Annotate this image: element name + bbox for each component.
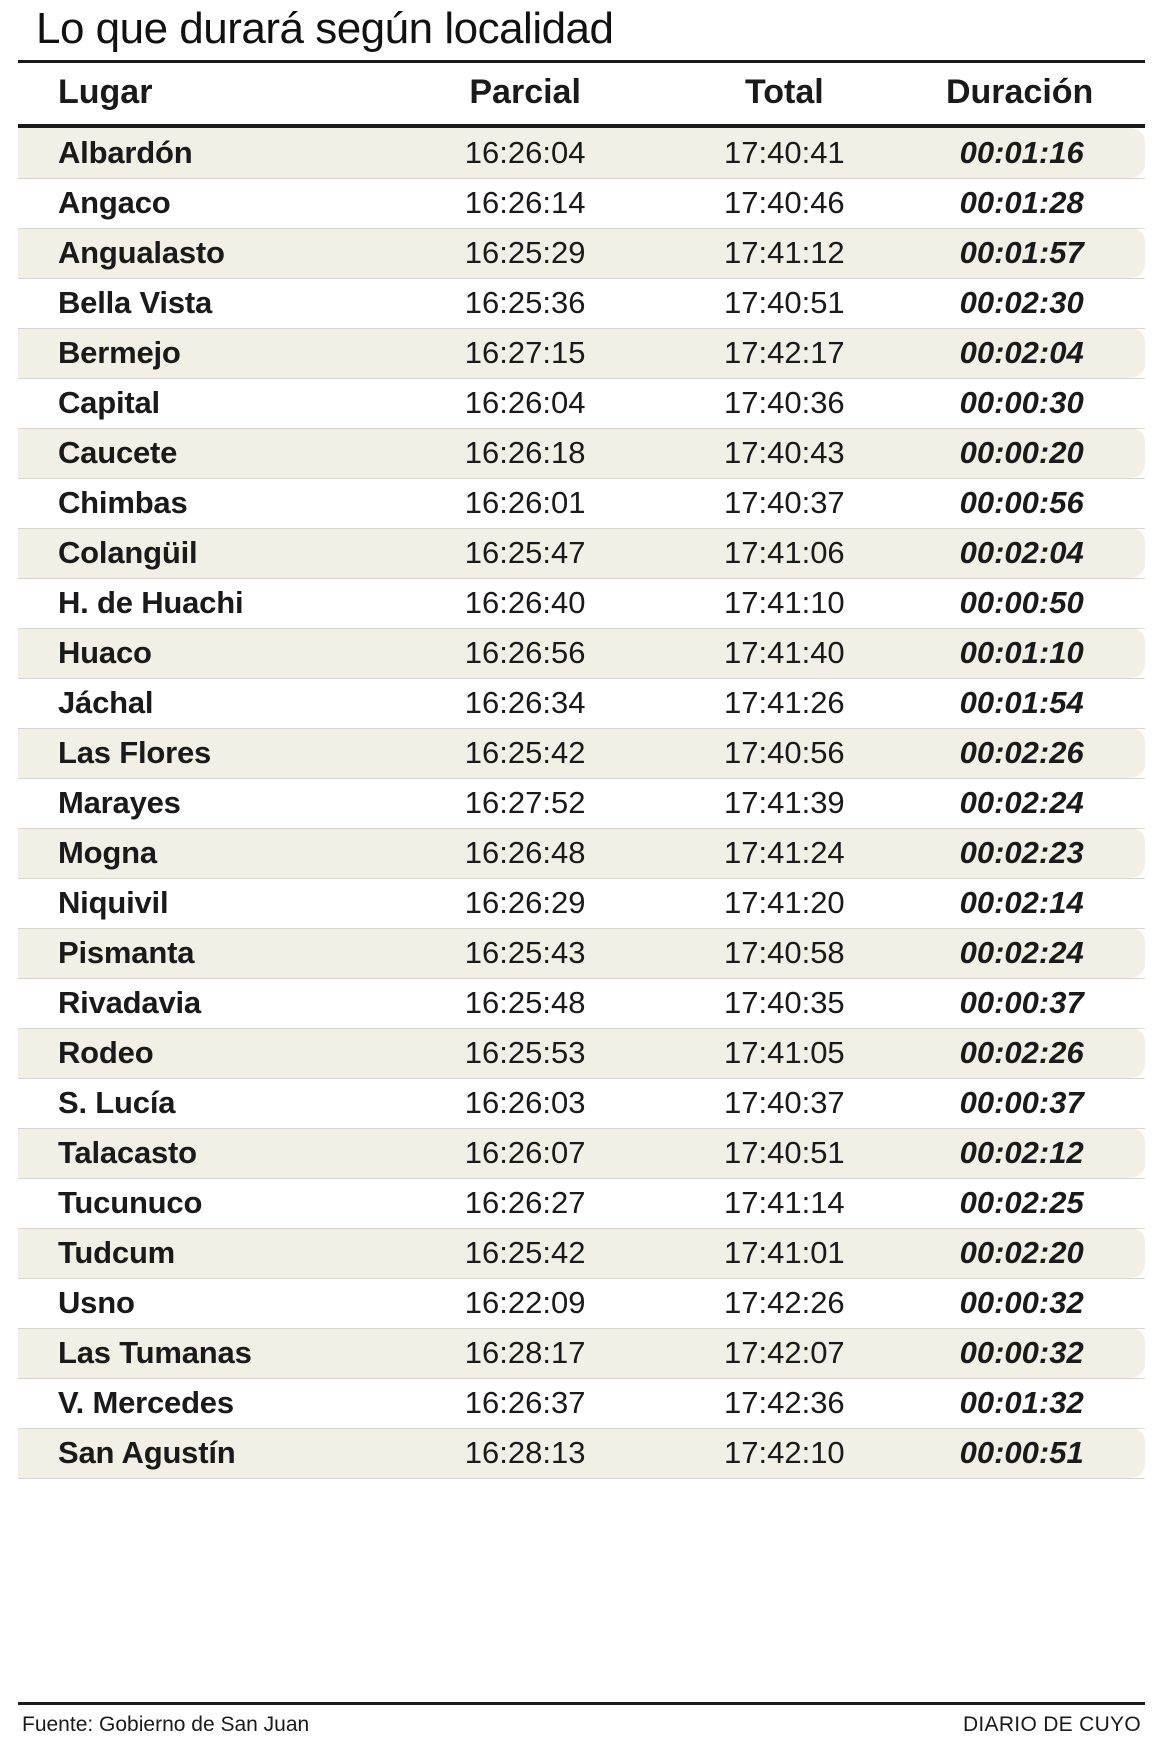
cell-duracion: 00:00:50	[908, 578, 1145, 628]
table-row	[18, 428, 1145, 478]
cell-total: 17:41:05	[660, 1028, 908, 1078]
cell-total: 17:42:26	[660, 1278, 908, 1328]
cell-place: Bella Vista	[18, 278, 390, 328]
column-header-duracion: Duración	[945, 73, 1094, 112]
cell-duracion: 00:02:04	[908, 528, 1145, 578]
cell-place: Usno	[18, 1278, 390, 1328]
cell-total: 17:42:17	[660, 328, 908, 378]
table-body	[18, 128, 1145, 1478]
cell-total: 17:40:37	[660, 478, 908, 528]
cell-duracion: 00:01:32	[908, 1378, 1145, 1428]
cell-place: Mogna	[18, 828, 390, 878]
cell-total: 17:40:51	[660, 278, 908, 328]
cell-parcial: 16:25:42	[390, 1228, 660, 1278]
table-header	[18, 63, 1145, 128]
cell-duracion: 00:01:16	[908, 128, 1145, 178]
cell-duracion: 00:01:57	[908, 228, 1145, 278]
table-row	[18, 1128, 1145, 1178]
eclipse-times-table	[18, 63, 1145, 1479]
table-row	[18, 528, 1145, 578]
cell-total: 17:41:26	[660, 678, 908, 728]
cell-total: 17:42:36	[660, 1378, 908, 1428]
table-header-row	[18, 63, 1145, 124]
cell-place: H. de Huachi	[18, 578, 390, 628]
cell-total: 17:41:39	[660, 778, 908, 828]
table-row	[18, 978, 1145, 1028]
table-row	[18, 728, 1145, 778]
cell-parcial: 16:22:09	[390, 1278, 660, 1328]
cell-place: Las Flores	[18, 728, 390, 778]
cell-place: Bermejo	[18, 328, 390, 378]
cell-total: 17:40:46	[660, 178, 908, 228]
cell-total: 17:41:14	[660, 1178, 908, 1228]
cell-duracion: 00:00:37	[908, 1078, 1145, 1128]
cell-duracion: 00:00:51	[908, 1428, 1145, 1478]
cell-duracion: 00:02:12	[908, 1128, 1145, 1178]
cell-total: 17:41:20	[660, 878, 908, 928]
table-row	[18, 778, 1145, 828]
cell-parcial: 16:26:40	[390, 578, 660, 628]
cell-parcial: 16:25:36	[390, 278, 660, 328]
cell-duracion: 00:00:30	[908, 378, 1145, 428]
cell-duracion: 00:01:54	[908, 678, 1145, 728]
cell-parcial: 16:27:15	[390, 328, 660, 378]
source-label: Fuente: Gobierno de San Juan	[22, 1713, 310, 1736]
cell-parcial: 16:26:03	[390, 1078, 660, 1128]
cell-total: 17:40:41	[660, 128, 908, 178]
cell-duracion: 00:02:20	[908, 1228, 1145, 1278]
table-row	[18, 828, 1145, 878]
cell-place: San Agustín	[18, 1428, 390, 1478]
footer	[18, 1711, 1145, 1747]
cell-parcial: 16:28:17	[390, 1328, 660, 1378]
cell-parcial: 16:26:01	[390, 478, 660, 528]
cell-place: Angualasto	[18, 228, 390, 278]
cell-place: Albardón	[18, 128, 390, 178]
cell-duracion: 00:02:24	[908, 778, 1145, 828]
cell-place: V. Mercedes	[18, 1378, 390, 1428]
cell-total: 17:40:58	[660, 928, 908, 978]
table-row	[18, 1178, 1145, 1228]
cell-duracion: 00:00:56	[908, 478, 1145, 528]
cell-parcial: 16:25:47	[390, 528, 660, 578]
cell-place: Rodeo	[18, 1028, 390, 1078]
cell-duracion: 00:00:32	[908, 1278, 1145, 1328]
cell-place: Talacasto	[18, 1128, 390, 1178]
table-row	[18, 628, 1145, 678]
table-row	[18, 178, 1145, 228]
cell-parcial: 16:26:18	[390, 428, 660, 478]
cell-place: Rivadavia	[18, 978, 390, 1028]
cell-parcial: 16:26:48	[390, 828, 660, 878]
cell-total: 17:40:43	[660, 428, 908, 478]
table-row	[18, 128, 1145, 178]
cell-place: Chimbas	[18, 478, 390, 528]
cell-duracion: 00:00:37	[908, 978, 1145, 1028]
table-row	[18, 1078, 1145, 1128]
cell-place: Tucunuco	[18, 1178, 390, 1228]
cell-place: Marayes	[18, 778, 390, 828]
cell-place: Capital	[18, 378, 390, 428]
cell-total: 17:41:01	[660, 1228, 908, 1278]
cell-total: 17:40:51	[660, 1128, 908, 1178]
cell-parcial: 16:25:43	[390, 928, 660, 978]
footer-divider	[18, 1702, 1145, 1705]
cell-parcial: 16:25:53	[390, 1028, 660, 1078]
cell-total: 17:42:10	[660, 1428, 908, 1478]
cell-duracion: 00:02:26	[908, 728, 1145, 778]
table-row	[18, 1278, 1145, 1328]
cell-duracion: 00:02:24	[908, 928, 1145, 978]
cell-place: S. Lucía	[18, 1078, 390, 1128]
cell-total: 17:41:06	[660, 528, 908, 578]
column-header-parcial: Parcial	[469, 73, 581, 112]
column-header-total: Total	[744, 73, 824, 112]
cell-parcial: 16:26:34	[390, 678, 660, 728]
footer-section	[18, 1702, 1145, 1747]
cell-parcial: 16:26:07	[390, 1128, 660, 1178]
cell-parcial: 16:26:14	[390, 178, 660, 228]
cell-parcial: 16:25:42	[390, 728, 660, 778]
cell-parcial: 16:25:29	[390, 228, 660, 278]
table-row	[18, 678, 1145, 728]
cell-duracion: 00:02:23	[908, 828, 1145, 878]
cell-total: 17:41:24	[660, 828, 908, 878]
cell-total: 17:41:12	[660, 228, 908, 278]
brand-label: DIARIO DE CUYO	[962, 1713, 1141, 1736]
cell-parcial: 16:28:13	[390, 1428, 660, 1478]
cell-place: Tudcum	[18, 1228, 390, 1278]
cell-place: Colangüil	[18, 528, 390, 578]
table-row	[18, 478, 1145, 528]
cell-place: Caucete	[18, 428, 390, 478]
cell-parcial: 16:26:04	[390, 128, 660, 178]
table-row	[18, 928, 1145, 978]
table-row	[18, 1378, 1145, 1428]
cell-duracion: 00:02:04	[908, 328, 1145, 378]
table-row	[18, 1328, 1145, 1378]
cell-duracion: 00:01:10	[908, 628, 1145, 678]
cell-place: Jáchal	[18, 678, 390, 728]
cell-duracion: 00:00:20	[908, 428, 1145, 478]
cell-duracion: 00:02:26	[908, 1028, 1145, 1078]
cell-duracion: 00:01:28	[908, 178, 1145, 228]
cell-total: 17:41:10	[660, 578, 908, 628]
cell-parcial: 16:26:29	[390, 878, 660, 928]
cell-total: 17:40:36	[660, 378, 908, 428]
cell-place: Las Tumanas	[18, 1328, 390, 1378]
page-title: Lo que durará según localidad	[36, 4, 614, 53]
cell-parcial: 16:26:37	[390, 1378, 660, 1428]
table-row	[18, 578, 1145, 628]
cell-place: Huaco	[18, 628, 390, 678]
table-row	[18, 1228, 1145, 1278]
cell-total: 17:42:07	[660, 1328, 908, 1378]
table-row	[18, 1428, 1145, 1478]
cell-total: 17:40:35	[660, 978, 908, 1028]
cell-duracion: 00:00:32	[908, 1328, 1145, 1378]
cell-place: Niquivil	[18, 878, 390, 928]
table-row	[18, 328, 1145, 378]
cell-duracion: 00:02:30	[908, 278, 1145, 328]
cell-duracion: 00:02:25	[908, 1178, 1145, 1228]
cell-total: 17:41:40	[660, 628, 908, 678]
cell-parcial: 16:26:27	[390, 1178, 660, 1228]
cell-parcial: 16:26:04	[390, 378, 660, 428]
cell-place: Pismanta	[18, 928, 390, 978]
table-row	[18, 228, 1145, 278]
table-row	[18, 378, 1145, 428]
table-row	[18, 278, 1145, 328]
cell-total: 17:40:56	[660, 728, 908, 778]
cell-parcial: 16:27:52	[390, 778, 660, 828]
table-row	[18, 878, 1145, 928]
column-header-place: Lugar	[58, 73, 153, 112]
cell-parcial: 16:25:48	[390, 978, 660, 1028]
cell-place: Angaco	[18, 178, 390, 228]
cell-duracion: 00:02:14	[908, 878, 1145, 928]
cell-parcial: 16:26:56	[390, 628, 660, 678]
table-row	[18, 1028, 1145, 1078]
cell-total: 17:40:37	[660, 1078, 908, 1128]
